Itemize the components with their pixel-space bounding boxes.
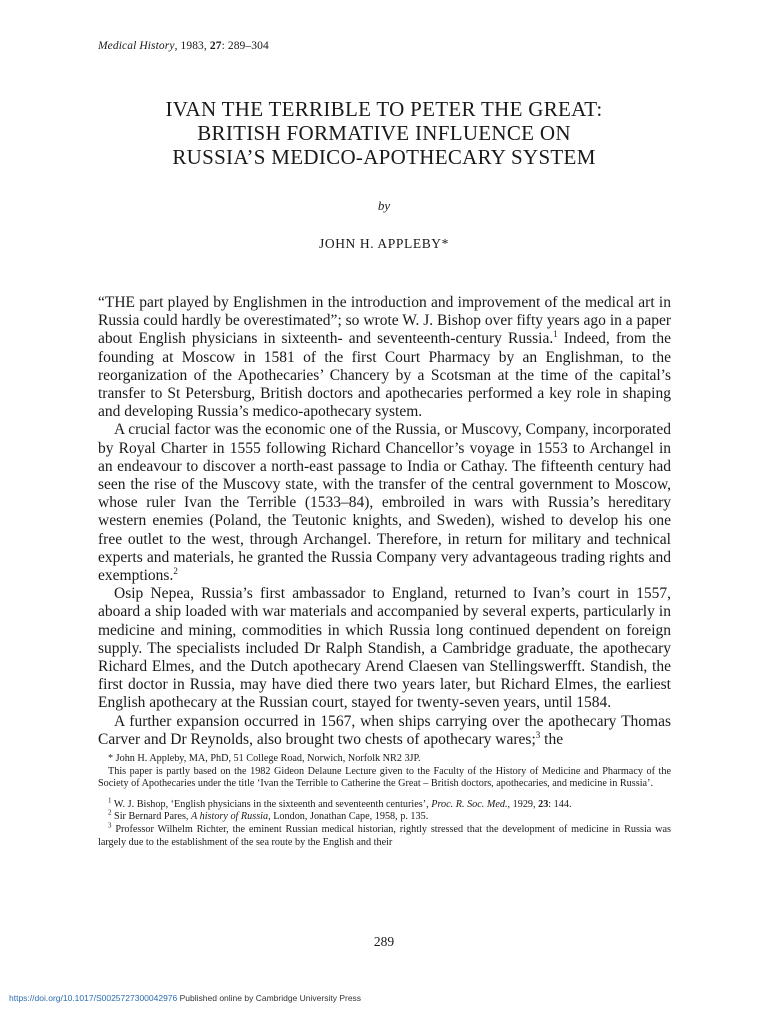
- paragraph-1-text-a: “THE part played by Englishmen in the introduction and improvement of the medical art in Russia could hardly be overestimated”; so wrote W. J. Bishop over fifty years ago in a paper about English physicians in sixteenth- and seventeenth-century Russia.: [98, 294, 671, 348]
- paragraph-1-text-b: Indeed, from the founding at Moscow in 1581 of the first Court Pharmacy by an Englishman, to the reorganization of the Apothecaries’ Chancery by a Scotsman at the time of the capital’s transfer to St Petersburg, British doctors and apothecaries performed a key role in shaping and developing Russia’s medico-apothecary system.: [98, 330, 671, 421]
- footnote-1-text-c: : 144.: [548, 798, 572, 810]
- journal-name: Medical History: [98, 40, 175, 52]
- citation-volume: 27: [209, 40, 222, 52]
- footnote-1-number: 1: [108, 796, 112, 805]
- footnote-1: [98, 796, 671, 812]
- article-body: [98, 294, 671, 749]
- footnote-2-book-title: A history of Russia: [191, 811, 269, 823]
- title-line-2: BRITISH FORMATIVE INFLUENCE ON: [197, 121, 571, 145]
- footnote-ref-3[interactable]: 3: [535, 729, 541, 740]
- footnote-3-text: Professor Wilhelm Richter, the eminent Russian medical historian, rightly stressed that the development of medicine in Russia was largely due to the establishment of the sea route by the English and their: [98, 823, 671, 848]
- byline: by: [377, 198, 391, 213]
- footnote-ref-1[interactable]: 1: [553, 329, 558, 340]
- title-line-1: IVAN THE TERRIBLE TO PETER THE GREAT:: [165, 97, 603, 121]
- journal-citation: [98, 40, 269, 52]
- author-name: JOHN H. APPLEBY*: [319, 236, 449, 251]
- footnote-1-text-a: W. J. Bishop, ‘English physicians in the sixteenth and seventeenth centuries’,: [111, 798, 432, 810]
- footnote-2-text-a: Sir Bernard Pares,: [111, 811, 192, 823]
- paragraph-2-text: A crucial factor was the economic one of the Russia, or Muscovy, Company, incorporated by Royal Charter in 1555 following Richard Chancellor’s voyage in 1553 to Archangel in an endeavour to discover a north-east passage to India or Cathay. The fifteenth century had seen the rise of the Muscovy state, with the transfer of the central government to Moscow, whose ruler Ivan the Terrible (1533–84), embroiled in wars with Russia’s hereditary western enemies (Poland, the Teutonic knights, and Sweden), wished to develop his one free outlet to the west, through Archangel. Therefore, in return for military and technical experts and materials, he granted the Russia Company very advantageous trading rights and exemptions.: [98, 421, 671, 585]
- paragraph-1: [98, 294, 671, 421]
- publisher-note: Published online by Cambridge University Press: [177, 993, 362, 1003]
- title-line-3: RUSSIA’S MEDICO-APOTHECARY SYSTEM: [172, 145, 596, 169]
- lecture-footnote: This paper is partly based on the 1982 Gideon Delaune Lecture given to the Faculty of the History of Medicine and Pharmacy of the Society of Apothecaries under the title ‘Ivan the Terrible to Catherine the Great – British doctors, apothecaries, and medicine in Russia’.: [98, 765, 671, 790]
- footnote-ref-2[interactable]: 2: [173, 565, 178, 576]
- paragraph-4-text-a: A further expansion occurred in 1567, when ships carrying over the apothecary Thomas Carver and Dr Reynolds, also brought two chests of apothecary wares;: [98, 712, 671, 748]
- paragraph-4-text-b: the: [540, 730, 564, 748]
- footnote-2-text-b: , London, Jonathan Cape, 1958, p. 135.: [268, 811, 429, 823]
- footnotes: [98, 753, 671, 849]
- page-number: 289: [373, 934, 395, 949]
- article-title: [80, 97, 688, 169]
- footnote-1-text-b: , 1929,: [507, 798, 539, 810]
- paragraph-2: [98, 421, 671, 585]
- paragraph-4: [98, 713, 671, 749]
- footnote-1-volume: 23: [538, 798, 549, 810]
- footnote-2: [98, 808, 671, 824]
- citation-year: , 1983,: [174, 40, 210, 52]
- footnote-2-number: 2: [108, 808, 112, 817]
- paragraph-3: Osip Nepea, Russia’s first ambassador to England, returned to Ivan’s court in 1557, aboard a ship loaded with war materials and accompanied by several experts, particularly in medicine and mining, commodities in which Russia long continued dependent on foreign supply. The specialists included Dr Ralph Standish, a Cambridge graduate, the apothecary Richard Elmes, and the Dutch apothecary Arend Claesen van Stellingswerfft. Standish, the first doctor in Russia, may have died there two years later, but Richard Elmes, the earliest English apothecary at the Russian court, stayed for twenty-seven years, until 1584.: [98, 585, 671, 712]
- author-footnote: * John H. Appleby, MA, PhD, 51 College Road, Norwich, Norfolk NR2 3JP.: [108, 753, 421, 764]
- footnote-3-number: 3: [108, 821, 112, 830]
- doi-link[interactable]: https://doi.org/10.1017/S0025727300042976: [9, 993, 178, 1003]
- citation-pages: : 289–304: [221, 40, 269, 52]
- footnote-3: [98, 821, 671, 849]
- footnote-1-journal: Proc. R. Soc. Med.: [431, 798, 508, 810]
- publisher-footer: [9, 993, 361, 1003]
